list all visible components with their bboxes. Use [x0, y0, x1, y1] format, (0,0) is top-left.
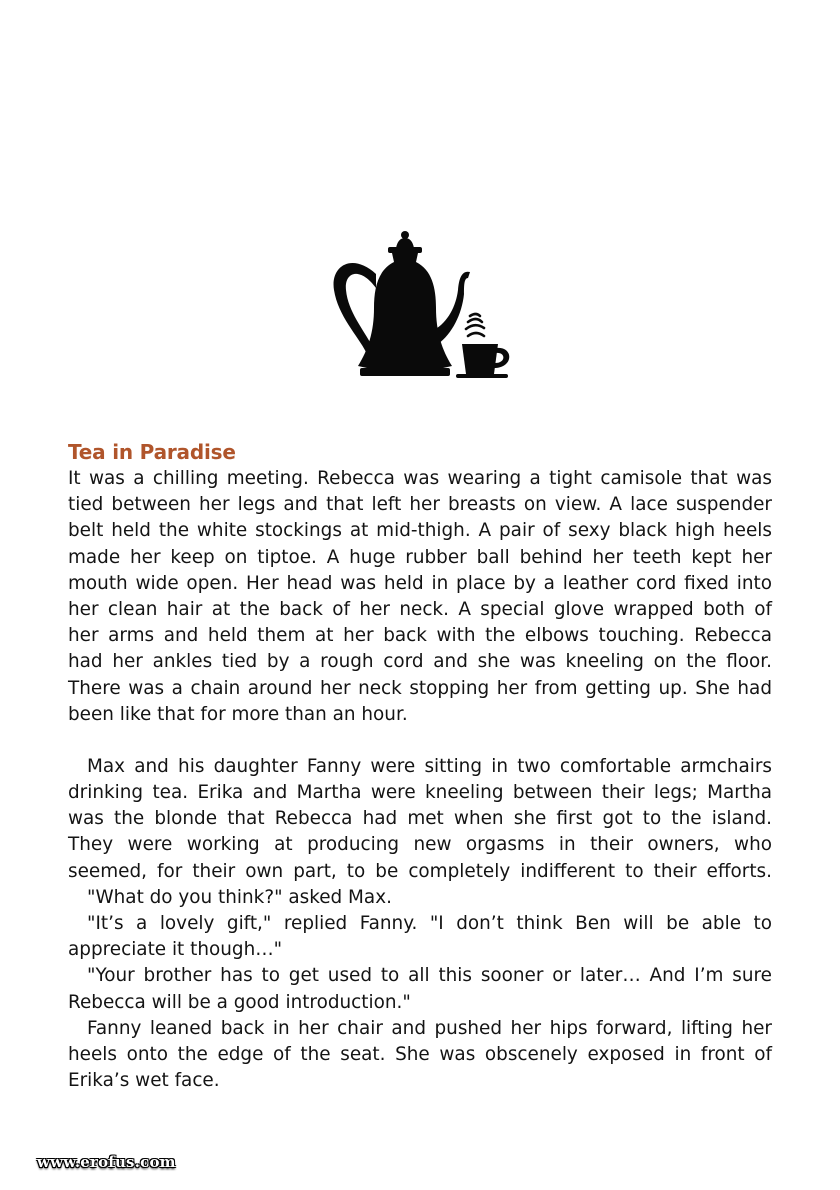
- text-line: made her keep on tiptoe. A huge rubber ball behind her teeth kept her: [68, 546, 772, 568]
- article-title: Tea in Paradise: [68, 440, 236, 464]
- text-line: mouth wide open. Her head was held in place by a leather cord fixed into: [68, 572, 772, 594]
- text-line: heels onto the edge of the seat. She was obscenely exposed in front of: [68, 1043, 772, 1065]
- text-line: There was a chain around her neck stopping her from getting up. She had: [68, 677, 772, 699]
- paragraph-1: [68, 466, 772, 728]
- text-line: her arms and held them at her back with the elbows touching. Rebecca: [68, 625, 772, 647]
- text-line: been like that for more than an hour.: [68, 703, 408, 725]
- text-line: her clean hair at the back of her neck. A special glove wrapped both of: [68, 598, 772, 620]
- text-line: "It’s a lovely gift," replied Fanny. "I don’t think Ben will be able to: [87, 913, 772, 934]
- text-line: drinking tea. Erika and Martha were kneeling between their legs; Martha: [68, 782, 772, 804]
- text-line: was the blonde that Rebecca had met when she first got to the island.: [68, 808, 772, 830]
- paragraph-3: [68, 885, 772, 911]
- text-line: Erika’s wet face.: [68, 1070, 220, 1092]
- paragraph-4: [68, 911, 772, 963]
- teapot-and-cup-icon: [330, 226, 516, 382]
- text-line: appreciate it though…": [68, 939, 283, 961]
- text-line: belt held the white stockings at mid-thigh. A pair of sexy black high heels: [68, 520, 772, 542]
- text-line: had her ankles tied by a rough cord and she was kneeling on the floor.: [68, 651, 772, 673]
- text-line: seemed, for their own part, to be completely indifferent to their efforts.: [68, 860, 772, 882]
- text-line: It was a chilling meeting. Rebecca was wearing a tight camisole that was: [68, 468, 772, 489]
- paragraph-6: [68, 1016, 772, 1095]
- paragraph-2: [68, 754, 772, 885]
- article: [68, 438, 772, 1094]
- watermark: www.erofus.com: [37, 1153, 176, 1171]
- text-line: Fanny leaned back in her chair and pushed her hips forward, lifting her: [87, 1017, 772, 1039]
- text-line: Rebecca will be a good introduction.": [68, 991, 411, 1013]
- paragraph-5: [68, 963, 772, 1015]
- text-line: They were working at producing new orgasms in their owners, who: [68, 834, 772, 856]
- text-line: "Your brother has to get used to all this sooner or later… And I’m sure: [87, 965, 772, 987]
- text-line: Max and his daughter Fanny were sitting in two comfortable armchairs: [87, 755, 772, 777]
- text-line: tied between her legs and that left her breasts on view. A lace suspender: [68, 494, 772, 516]
- text-line: "What do you think?" asked Max.: [87, 886, 392, 908]
